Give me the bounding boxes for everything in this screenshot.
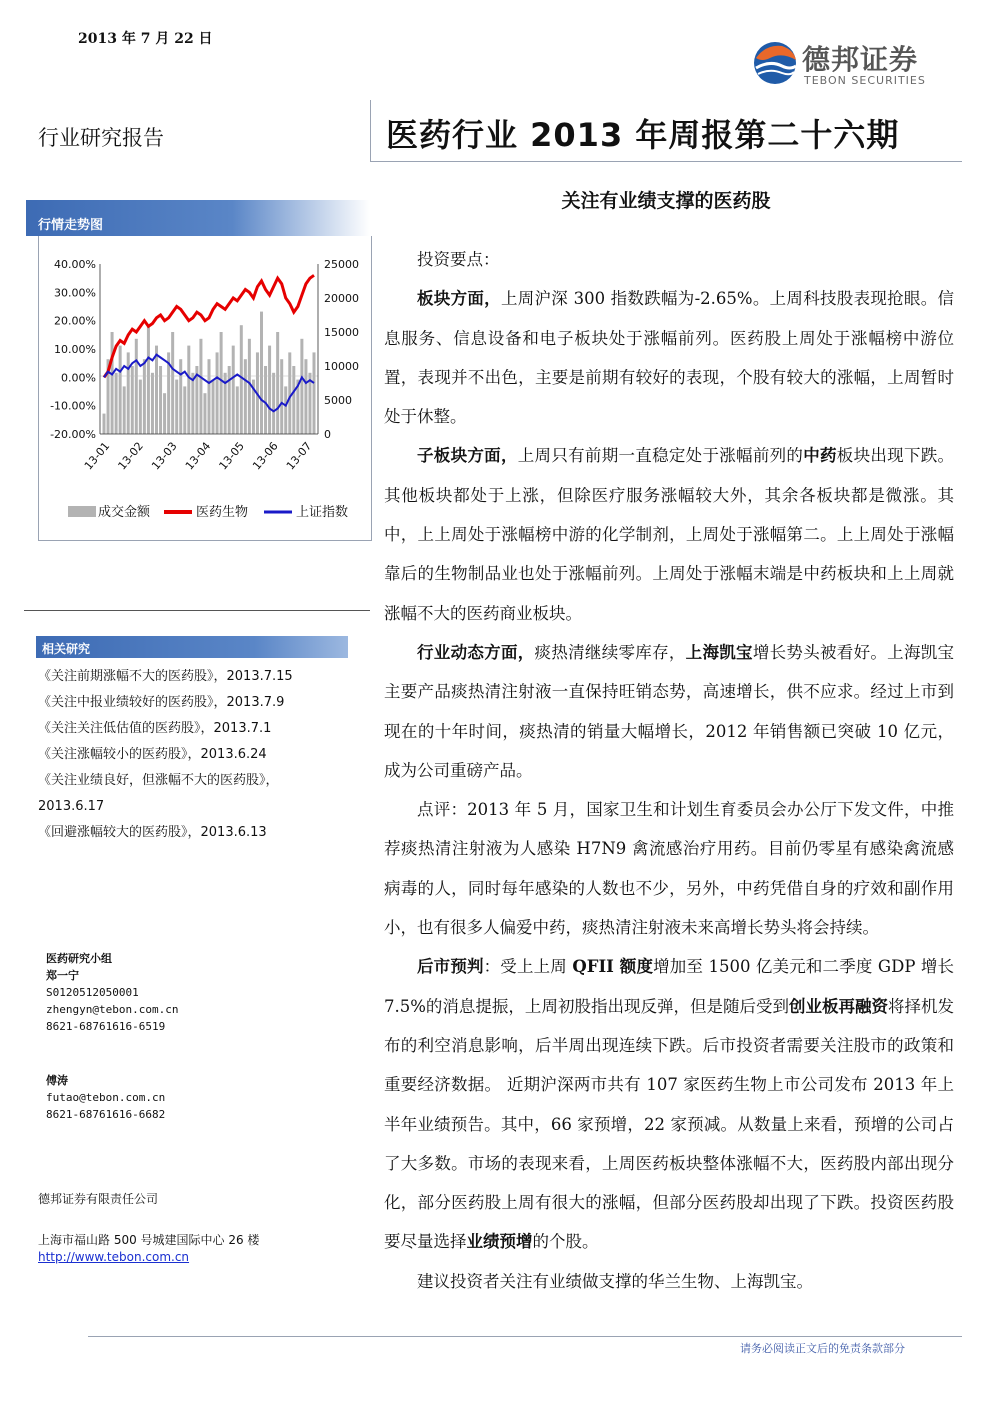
legend-swatch-volume — [68, 506, 96, 517]
analyst-block-1 — [46, 950, 178, 1035]
footer-divider — [88, 1336, 962, 1337]
team-name: 医药研究小组 — [46, 952, 112, 965]
y-right-tick-label: 0 — [324, 428, 331, 441]
analyst-name: 傅涛 — [46, 1074, 68, 1087]
volume-bar — [248, 339, 251, 434]
paragraph-outlook — [384, 947, 954, 1261]
x-tick-labels — [82, 440, 315, 473]
volume-bar — [199, 339, 202, 434]
volume-bar — [123, 386, 126, 434]
analyst-block-2 — [46, 1072, 165, 1123]
company-website-link[interactable]: http://www.tebon.com.cn — [38, 1250, 190, 1264]
volume-bar — [151, 373, 154, 434]
text-outlook-a: 增加至 1500 亿美元和二季度 GDP 增长 7.5%的消息提振，上周初股指出现反弹，但是随后受到 — [384, 957, 954, 1016]
legend-label-shangzheng: 上证指数 — [296, 505, 349, 520]
volume-bar — [111, 332, 114, 434]
x-tick-label: 13-07 — [283, 439, 315, 473]
y-right-tick-label: 25000 — [324, 258, 359, 271]
volume-bar — [260, 312, 263, 434]
company-address-block — [38, 1232, 259, 1266]
analyst-license: S0120512050001 — [46, 986, 139, 999]
volume-bar — [232, 346, 235, 434]
y-left-tick-label: 10.00% — [54, 343, 96, 356]
related-research-item[interactable]: 2013.6.17 — [38, 799, 105, 814]
text-industry-a: 痰热清继续零库存， — [534, 642, 686, 662]
company-logo — [752, 38, 952, 94]
highlight-zhongyao: 中药 — [803, 446, 837, 466]
y-left-tick-labels — [50, 258, 96, 441]
x-tick-label: 13-03 — [149, 439, 180, 473]
lead-outlook: 后市预判 — [417, 957, 484, 977]
related-research-item[interactable]: 《回避涨幅较大的医药股》，2013.6.13 — [38, 825, 267, 840]
paragraph-comment: 点评：2013 年 5 月，国家卫生和计划生育委员会办公厅下发文件，中推荐痰热清注射液为人感染 H7N9 禽流感治疗用药。目前仍零星有感染禽流感病毒的人，同时每年感染的人数也不少，另外，中药凭借自身的疗效和副作用小，也有很多人偏爱中药，痰热清注射液未来高增长势头将会持续。 — [384, 800, 954, 938]
highlight-chuangyeban: 创业板再融资 — [788, 996, 888, 1016]
logo-cn-text: 德邦证券 — [802, 43, 919, 76]
lead-sector: 板块方面， — [417, 289, 501, 309]
volume-bar — [313, 352, 316, 434]
volume-bar — [216, 352, 219, 434]
logo-en-text: TEBON SECURITIES — [804, 74, 926, 87]
y-left-tick-label: -20.00% — [50, 428, 96, 441]
volume-bar — [127, 352, 130, 434]
x-tick-label: 13-02 — [115, 439, 146, 473]
report-subtitle: 关注有业绩支撑的医药股 — [561, 190, 771, 212]
volume-bar — [220, 332, 223, 434]
highlight-qfii: QFII 额度 — [572, 957, 654, 977]
related-research-item[interactable]: 《关注中报业绩较好的医药股》，2013.7.9 — [38, 695, 285, 710]
related-research-item[interactable]: 《关注关注低估值的医药股》，2013.7.1 — [38, 721, 272, 736]
volume-bar — [203, 393, 206, 434]
market-trend-chart — [38, 236, 370, 540]
header-divider-horizontal — [370, 161, 962, 162]
footer-disclaimer: 请务必阅读正文后的免责条款部分 — [740, 1342, 905, 1355]
lead-industry: 行业动态方面， — [417, 642, 535, 662]
text-industry-b: 增长势头被看好。上海凯宝主要产品痰热清注射液一直保持旺销态势，高速增长，供不应求。经过上市到现在的十年时间，痰热清的销量大幅增长，2012 年销售额已突破 10 亿元，成为公司重磅产品。 — [384, 642, 955, 780]
volume-bar — [280, 359, 283, 434]
volume-bar — [284, 386, 287, 434]
paragraph-industry — [384, 633, 954, 790]
related-research-item[interactable]: 《关注业绩良好，但涨幅不大的医药股》， — [38, 773, 279, 788]
report-body — [384, 240, 954, 1301]
volume-bar — [288, 352, 291, 434]
volume-bar — [212, 380, 215, 434]
y-right-tick-label: 20000 — [324, 292, 359, 305]
analyst-phone: 8621-68761616-6682 — [46, 1108, 166, 1121]
y-left-tick-label: -10.00% — [50, 399, 96, 413]
y-right-tick-labels — [324, 258, 359, 441]
x-tick-label: 13-06 — [250, 439, 281, 473]
analyst-phone: 8621-68761616-6519 — [46, 1020, 166, 1033]
analyst-email[interactable]: zhengyn@tebon.com.cn — [46, 1003, 179, 1016]
y-left-tick-label: 20.00% — [54, 314, 96, 328]
x-tick-label: 13-04 — [182, 439, 214, 473]
text-sector: 上周沪深 300 指数跌幅为-2.65%。上周科技股表现抢眼。信息服务、信息设备和电子板块处于涨幅前列。医药股上周处于涨幅榜中游位置，表现并不出色，主要是前期有较好的表现，个股有较大的涨幅，上周暂时处于休整。 — [384, 289, 954, 427]
volume-bar — [147, 325, 150, 434]
volume-bar — [115, 373, 118, 434]
legend-label-volume: 成交金额 — [98, 505, 151, 520]
tebon-logo-icon — [752, 40, 798, 86]
x-tick-label: 13-05 — [216, 439, 247, 473]
analyst-email[interactable]: futao@tebon.com.cn — [46, 1091, 166, 1104]
report-title: 医药行业 2013 年周报第二十六期 — [386, 116, 900, 154]
paragraph-sector — [384, 279, 954, 436]
text-subsector-a: 上周只有前期一直稳定处于涨幅前列的 — [517, 446, 804, 466]
volume-bar — [191, 373, 194, 434]
volume-bar — [276, 332, 279, 434]
volume-bar — [268, 346, 271, 434]
volume-bar — [175, 380, 178, 434]
company-name: 德邦证券有限责任公司 — [38, 1192, 159, 1206]
paragraph-recommendation: 建议投资者关注有业绩做支撑的华兰生物、上海凯宝。 — [417, 1271, 813, 1291]
header-divider-vertical — [370, 100, 371, 162]
market-section-header — [26, 200, 370, 236]
y-right-tick-label: 5000 — [324, 394, 352, 407]
text-outlook-b: 将择机发布的利空消息影响，后半周出现连续下跌。后市投资者需要关注股市的政策和重要经济数据。 近期沪深两市共有 107 家医药生物上市公司发布 2013 年上半年业绩预告。其中，66 家预增，22 家预减。从数量上来看，预增的公司占了大多数。市场的表现来看，上周医药板块整体涨幅不大，医药股内部出现分化，部分医药股上周有很大的涨幅，但部分医药股却出现了下跌。投资医药股要尽量选择 — [384, 996, 955, 1252]
volume-bar — [179, 359, 182, 434]
intro-line: 投资要点： — [417, 250, 500, 269]
volume-bar — [300, 339, 303, 434]
y-right-tick-label: 10000 — [324, 360, 359, 373]
volume-bar — [244, 359, 247, 434]
legend-label-yiyao: 医药生物 — [196, 505, 249, 520]
related-research-header — [36, 636, 348, 658]
volume-bar — [103, 414, 106, 434]
volume-bar — [163, 393, 166, 434]
related-research-title: 相关研究 — [42, 642, 91, 656]
volume-bar — [236, 386, 239, 434]
text-outlook-sep: ：受上上周 — [483, 957, 573, 977]
volume-bar — [304, 359, 307, 434]
related-research-list — [38, 664, 368, 846]
paragraph-subsector — [384, 436, 954, 632]
volume-bar — [119, 346, 122, 434]
related-research-item[interactable]: 《关注前期涨幅不大的医药股》，2013.7.15 — [38, 669, 293, 684]
text-outlook-c: 的个股。 — [532, 1232, 599, 1252]
left-column-divider — [24, 610, 370, 611]
report-type: 行业研究报告 — [38, 126, 164, 150]
volume-bar — [272, 373, 275, 434]
volume-bar — [187, 346, 190, 434]
lead-subsector: 子板块方面， — [417, 446, 518, 466]
volume-bar — [171, 332, 174, 434]
y-left-tick-label: 40.00% — [54, 258, 96, 271]
text-subsector-b: 板块出现下跌。其他板块都处于上涨，但除医疗服务涨幅较大外，其余各板块都是微涨。其中，上上周处于涨幅榜中游的化学制剂，上周处于涨幅第二。上上周处于涨幅靠后的生物制品业也处于涨幅前列。上周处于涨幅末端是中药板块和上上周就涨幅不大的医药商业板块。 — [384, 446, 955, 623]
volume-bar — [155, 346, 158, 434]
volume-bar — [139, 380, 142, 434]
volume-bar — [135, 339, 138, 434]
y-right-tick-label: 15000 — [324, 326, 359, 339]
related-research-item[interactable]: 《关注涨幅较小的医药股》，2013.6.24 — [38, 747, 267, 762]
analyst-name: 郑一宁 — [46, 969, 79, 982]
market-section-title: 行情走势图 — [38, 218, 104, 233]
y-left-tick-label: 30.00% — [54, 286, 96, 300]
volume-bar — [143, 359, 146, 434]
company-address: 上海市福山路 500 号城建国际中心 26 楼 — [38, 1233, 260, 1247]
chart-legend — [68, 504, 348, 520]
report-date: 2013 年 7 月 22 日 — [78, 31, 213, 47]
y-left-tick-label: 0.00% — [61, 371, 96, 385]
highlight-kaibao: 上海凯宝 — [685, 642, 753, 662]
volume-bar — [183, 386, 186, 434]
highlight-yuzeng: 业绩预增 — [466, 1232, 533, 1252]
volume-bar — [240, 325, 243, 434]
volume-bar — [208, 359, 211, 434]
x-tick-label: 13-01 — [81, 439, 113, 473]
